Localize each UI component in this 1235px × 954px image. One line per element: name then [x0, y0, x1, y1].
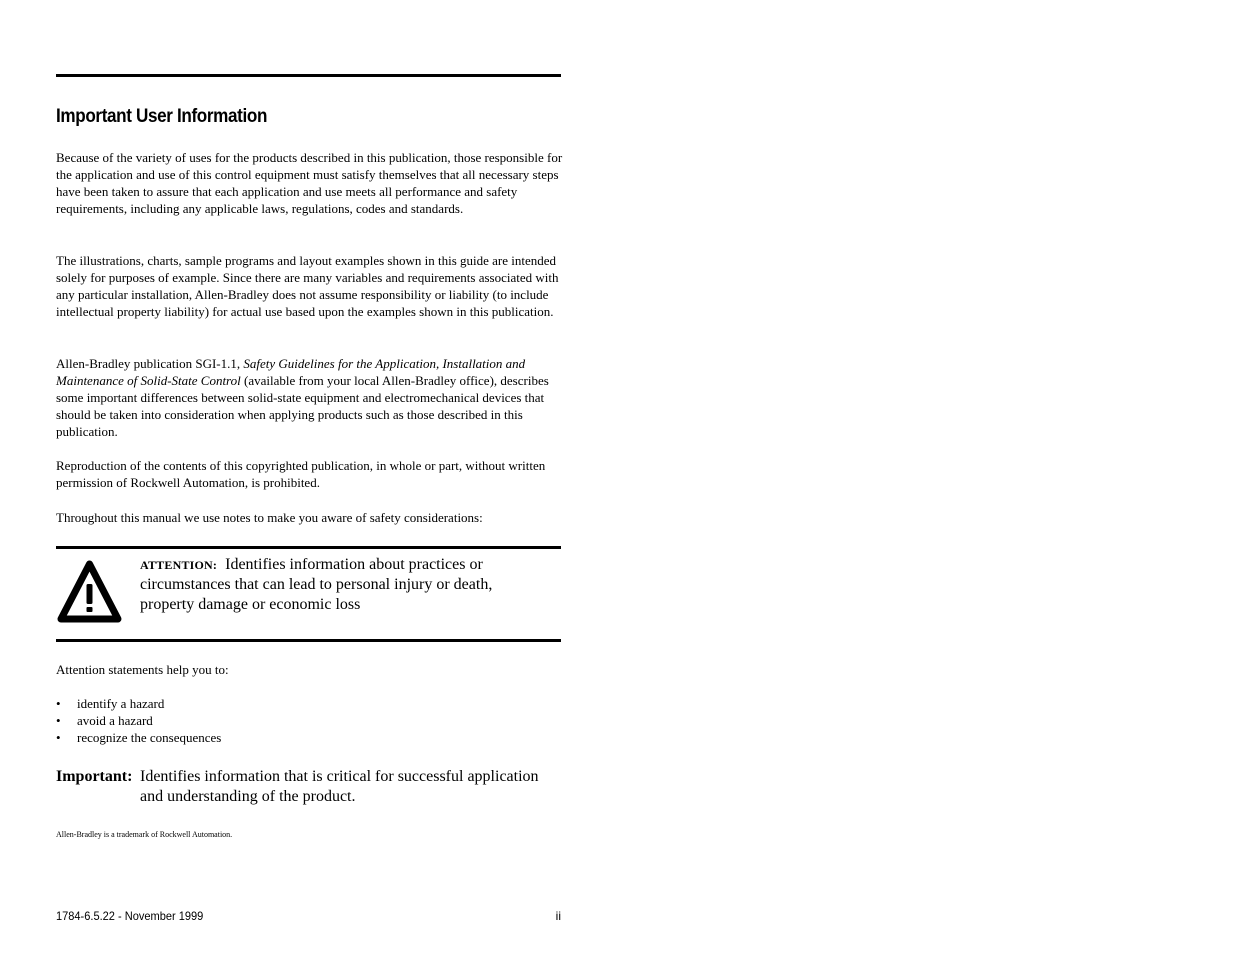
- list-item-text: avoid a hazard: [77, 713, 153, 728]
- list-item-text: recognize the consequences: [77, 730, 222, 745]
- attention-purpose-list: [56, 695, 221, 746]
- attention-rule-top: [56, 546, 561, 549]
- trademark-notice: Allen-Bradley is a trademark of Rockwell Automation.: [56, 830, 233, 839]
- footer-publication: 1784-6.5.22 - November 1999: [56, 909, 204, 923]
- list-item: [56, 712, 221, 729]
- bullet-glyph: •: [56, 696, 61, 711]
- important-label: Important:: [56, 768, 133, 785]
- publication-title: Safety Guidelines for the Application, Installation and Maintenance of Solid-State Control: [56, 356, 526, 388]
- attention-rule-bottom: [56, 639, 561, 642]
- p3-text-start: Allen-Bradley publication SGI-1.1,: [56, 356, 244, 371]
- bullet-glyph: •: [56, 713, 61, 728]
- attention-intro: Attention statements help you to:: [56, 662, 229, 677]
- paragraph-illustrations: The illustrations, charts, sample programs and layout examples shown in this guide are intended solely for purposes of example. Since there are many variables and requirements associated with any particular installation, Allen-Bradley does not assume responsibility or liability (to include intellectual property liability) for actual use based upon the examples shown in this publication.: [56, 253, 559, 319]
- attention-label: ATTENTION:: [140, 558, 218, 572]
- paragraph-copyright: Reproduction of the contents of this copyrighted publication, in whole or part, without written permission of Rockwell Automation, is prohibited.: [56, 458, 546, 490]
- p3-text-end: (available from your local Allen-Bradley office), describes some important differences between solid-state equipment and electromechanical devices that should be taken into consideration when applying products such as those described in this publication.: [56, 373, 549, 439]
- bullet-glyph: •: [56, 730, 61, 745]
- list-item-text: identify a hazard: [77, 696, 165, 711]
- top-rule: [56, 74, 561, 77]
- attention-text: Identifies information about practices or circumstances that can lead to personal injury or death, property damage or economic loss: [140, 556, 493, 613]
- list-item: [56, 729, 221, 746]
- warning-triangle-icon: [56, 558, 123, 626]
- important-text: Identifies information that is critical for successful application and understanding of the product.: [140, 768, 539, 805]
- paragraph-product-use: Because of the variety of uses for the products described in this publication, those responsible for the application and use of this control equipment must satisfy themselves that all necessary steps have been taken to assure that each application and use meets all performance and safety requirements, including any applicable laws, regulations, codes and standards.: [56, 150, 563, 216]
- footer-page-number: ii: [555, 909, 561, 923]
- list-item: [56, 695, 221, 712]
- paragraph-notes-intro: Throughout this manual we use notes to make you aware of safety considerations:: [56, 510, 483, 525]
- paragraph-safety-guidelines: [56, 355, 564, 440]
- attention-note: [140, 555, 550, 615]
- page-title: Important User Information: [56, 106, 268, 127]
